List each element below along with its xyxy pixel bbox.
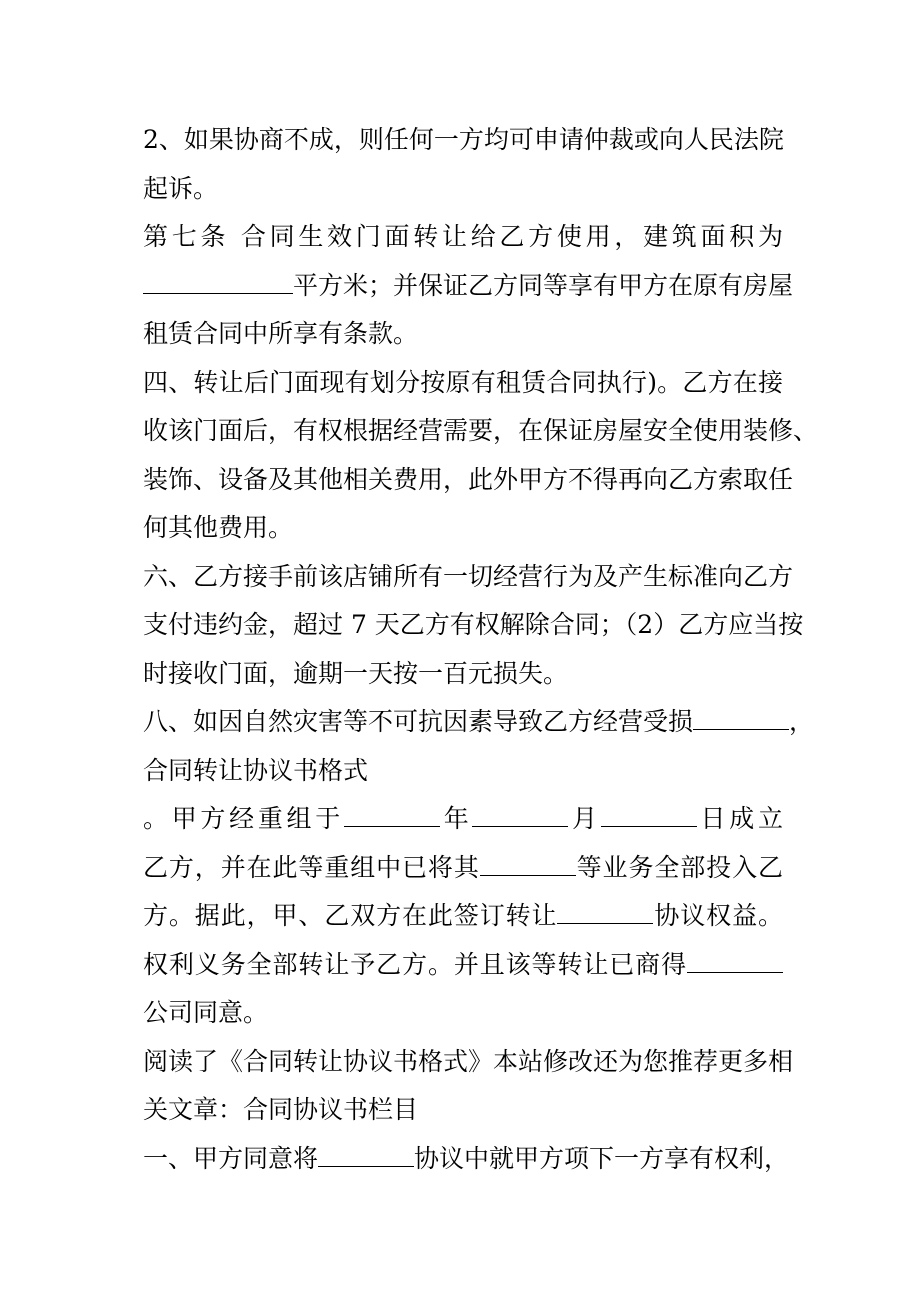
text-line: 四、转让后门面现有划分按原有租赁合同执行)。乙方在接 (143, 367, 783, 397)
fill-blank (557, 903, 653, 924)
text-line: 关文章：合同协议书栏目 (143, 1095, 419, 1124)
text-line: 支付违约金，超过 7 天乙方有权解除合同；（2）乙方应当按 (143, 610, 804, 639)
text-line: 合同转让协议书格式 (143, 755, 369, 785)
text-line: 八、如因自然灾害等不可抗因素导致乙方经营受损 ， (143, 707, 815, 736)
text-line: 2、如果协商不成，则任何一方均可申请仲裁或向人民法院 (143, 125, 784, 154)
fill-blank (143, 273, 293, 294)
fill-blank (318, 1146, 414, 1167)
text-line: 阅读了《合同转让协议书格式》本站修改还为您推荐更多相 (143, 1046, 794, 1076)
text-line: 公司同意。 (143, 998, 269, 1027)
text-line: 装饰、设备及其他相关费用，此外甲方不得再向乙方索取任 (143, 464, 794, 494)
fill-blank (480, 855, 576, 876)
text-line: 租赁合同中所享有条款。 (143, 319, 419, 348)
fill-blank (472, 806, 568, 827)
text-line: 时接收门面，逾期一天按一百元损失。 (143, 658, 569, 688)
fill-blank (601, 806, 697, 827)
text-line: 权利义务全部转让予乙方。并且该等转让已商得 (143, 941, 783, 990)
text-line: 六、乙方接手前该店铺所有一切经营行为及产生标准向乙方 (143, 561, 794, 591)
text-line: 一、甲方同意将 协议中就甲方项下一方享有权利， (143, 1143, 790, 1173)
text-line: 。甲方经重组于 年 月 日成立 (143, 804, 783, 833)
fill-blank (687, 952, 783, 973)
text-line: 方。据此，甲、乙双方在此签订转让 协议权益。 (143, 901, 783, 930)
fill-blank (344, 806, 440, 827)
fill-blank (693, 709, 789, 730)
text-line: 乙方，并在此等重组中已将其 等业务全部投入乙 (143, 852, 783, 882)
text-line: 起诉。 (143, 173, 219, 203)
text-line: 第七条 合同生效门面转让给乙方使用，建筑面积为 (143, 222, 783, 251)
text-line: 何其他费用。 (143, 513, 294, 542)
text-line: 平方米；并保证乙方同等享有甲方在原有房屋 (143, 262, 783, 311)
document-body (143, 116, 819, 1183)
text-line: 收该门面后，有权根据经营需要，在保证房屋安全使用装修、 (143, 416, 819, 445)
